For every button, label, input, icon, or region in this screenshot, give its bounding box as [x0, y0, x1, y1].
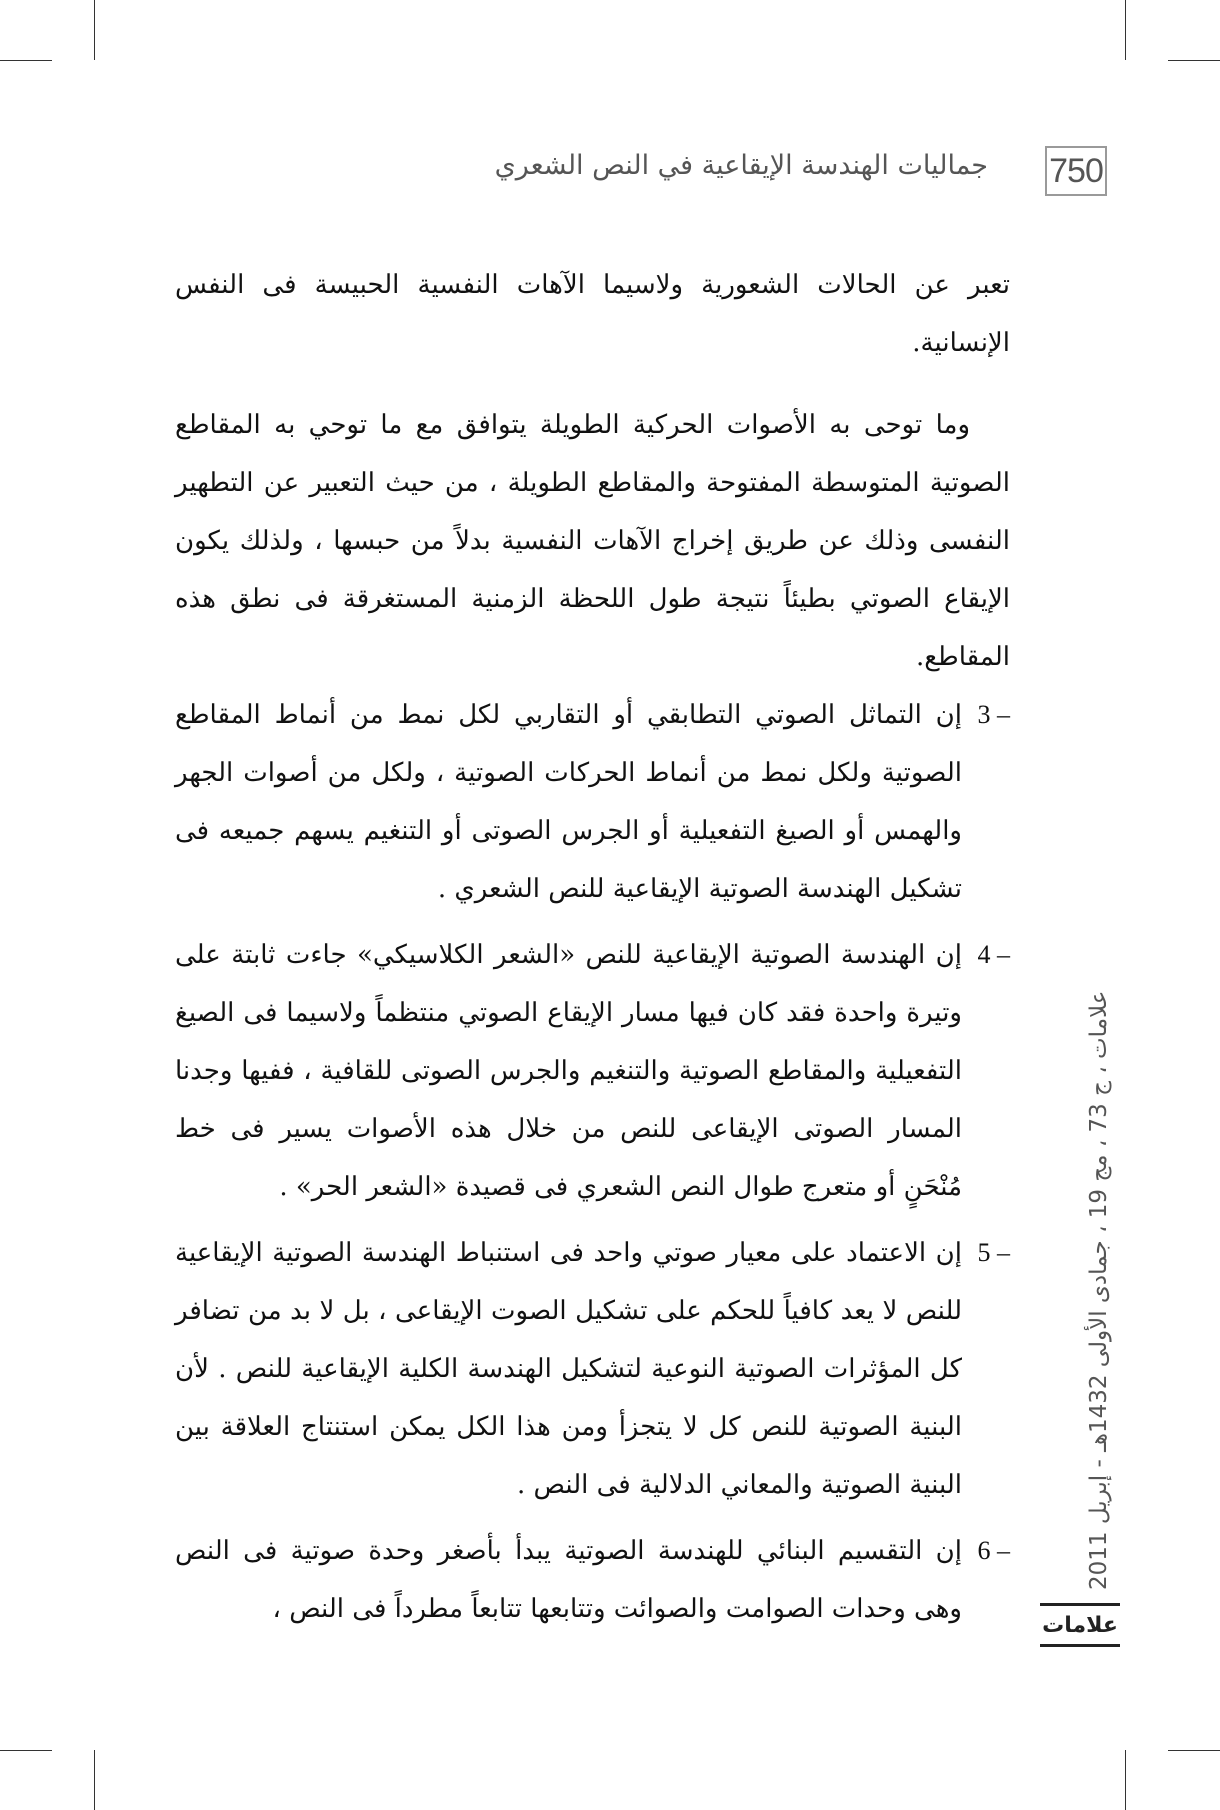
list-number: 4 – — [977, 940, 1010, 969]
journal-info: علامات ، ج 73 ، مج 19 ، جمادى الأولى 1432هـ - إبريل 2011 — [1086, 990, 1112, 1590]
crop-mark-top-right — [1125, 0, 1126, 60]
list-number: 5 – — [977, 1238, 1010, 1267]
list-item-5 — [175, 1224, 1010, 1514]
list-item-3 — [175, 686, 1010, 918]
crop-mark-top-left-h — [0, 60, 52, 61]
paragraph: وما توحى به الأصوات الحركية الطويلة يتوافق مع ما توحي به المقاطع الصوتية المتوسطة المفتوحة والمقاطع الطويلة ، من حيث التعبير عن التطهير النفسى وذلك عن طريق إخراج الآهات النفسية بدلاً من حبسها ، ولذلك يكون الإيقاع الصوتي بطيئاً نتيجة طول اللحظة الزمنية المستغرقة فى نطق هذه المقاطع. — [175, 410, 1010, 672]
journal-logo: علامات — [1040, 1603, 1120, 1647]
crop-mark-bottom-right-h — [1168, 1750, 1220, 1751]
list-item-4 — [175, 926, 1010, 1216]
crop-mark-top-left — [94, 0, 95, 60]
running-title: جماليات الهندسة الإيقاعية في النص الشعري — [494, 150, 988, 181]
list-item-text: إن الهندسة الصوتية الإيقاعية للنص «الشعر الكلاسيكي» جاءت ثابتة على وتيرة واحدة فقد كان فيها مسار الإيقاع الصوتي منتظماً ولاسيما فى الصيغ التفعيلية والمقاطع الصوتية والتنغيم والجرس الصوتى للقافية ، ففيها وجدنا المسار الصوتى الإيقاعى للنص من خلال هذه الأصوات يسير فى خط مُنْحَنٍ أو متعرج طوال النص الشعري فى قصيدة «الشعر الحر» . — [175, 940, 962, 1202]
list-number: 6 – — [977, 1536, 1010, 1565]
list-number: 3 – — [977, 700, 1010, 729]
crop-mark-bottom-left-h — [0, 1750, 52, 1751]
list-item-text: إن التقسيم البنائي للهندسة الصوتية يبدأ بأصغر وحدة صوتية فى النص وهى وحدات الصوامت والصوائت وتتابعها تتابعاً مطرداً فى النص ، — [175, 1536, 962, 1624]
page-body — [175, 256, 1010, 1638]
crop-mark-top-right-h — [1168, 60, 1220, 61]
list-item-6 — [175, 1522, 1010, 1638]
page-number: 750 — [1045, 146, 1107, 196]
list-item-text: إن التماثل الصوتي التطابقي أو التقاربي لكل نمط من أنماط المقاطع الصوتية ولكل نمط من أنماط الحركات الصوتية ، ولكل من أصوات الجهر والهمس أو الصيغ التفعيلية أو الجرس الصوتى أو التنغيم يسهم جميعه فى تشكيل الهندسة الصوتية الإيقاعية للنص الشعري . — [175, 700, 962, 904]
intro-continuation: تعبر عن الحالات الشعورية ولاسيما الآهات النفسية الحبيسة فى النفس الإنسانية. — [175, 270, 1010, 358]
crop-mark-bottom-left — [94, 1750, 95, 1810]
crop-mark-bottom-right — [1125, 1750, 1126, 1810]
list-item-text: إن الاعتماد على معيار صوتي واحد فى استنباط الهندسة الصوتية الإيقاعية للنص لا يعد كافياً للحكم على تشكيل الصوت الإيقاعى ، بل لا بد من تضافر كل المؤثرات الصوتية النوعية لتشكيل الهندسة الكلية الإيقاعية للنص . لأن البنية الصوتية للنص كل لا يتجزأ ومن هذا الكل يمكن استنتاج العلاقة بين البنية الصوتية والمعاني الدلالية فى النص . — [175, 1238, 962, 1500]
